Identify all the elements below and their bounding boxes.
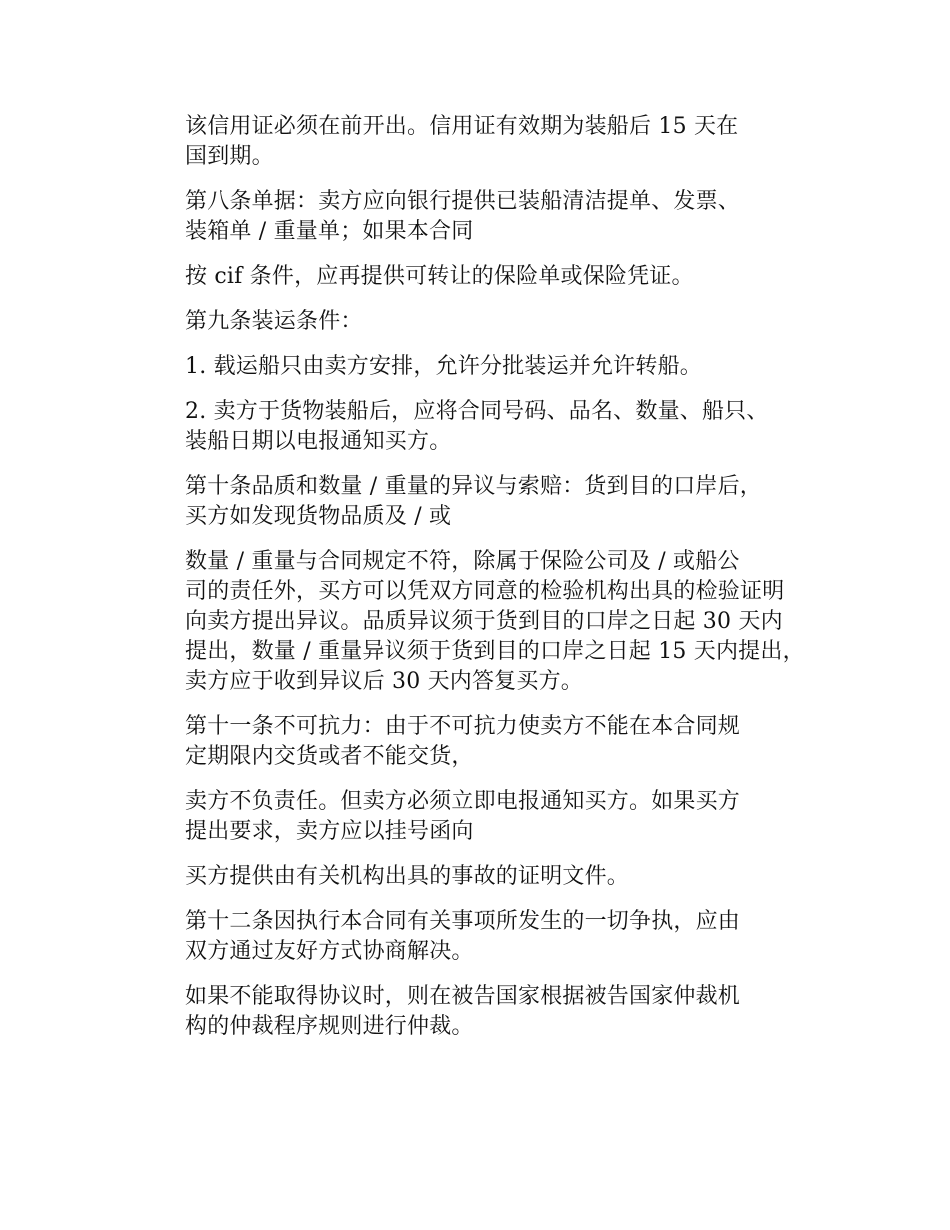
paragraph-article-10-claims <box>141 472 821 532</box>
paragraph-article-9-heading <box>141 307 821 337</box>
text-line: 国到期。 <box>185 144 274 169</box>
text-line: 1. 载运船只由卖方安排，允许分批装运并允许转船。 <box>185 354 702 379</box>
paragraph-article-11-force-majeure <box>141 712 821 772</box>
text-line: 买方提供由有关机构出具的事故的证明文件。 <box>185 864 630 889</box>
paragraph-arbitration <box>141 982 821 1042</box>
paragraph-shipment-item-1 <box>141 352 821 382</box>
paragraph-article-12-disputes <box>141 907 821 967</box>
text-line: 第十一条不可抗力：由于不可抗力使卖方不能在本合同规 <box>185 714 741 739</box>
text-line: 第八条单据：卖方应向银行提供已装船清洁提单、发票、 <box>185 189 741 214</box>
paragraph-force-majeure-notice <box>141 787 821 847</box>
text-line: 第九条装运条件： <box>185 309 363 334</box>
paragraph-lc-validity <box>141 112 821 172</box>
text-line: 第十二条因执行本合同有关事项所发生的一切争执，应由 <box>185 909 741 934</box>
text-line: 装船日期以电报通知买方。 <box>185 429 452 454</box>
paragraph-cif-insurance <box>141 262 821 292</box>
text-line: 提出要求，卖方应以挂号函向 <box>185 819 474 844</box>
text-line: 定期限内交货或者不能交货， <box>185 744 474 769</box>
text-line: 卖方应于收到异议后 30 天内答复买方。 <box>185 669 583 694</box>
text-line: 装箱单 / 重量单；如果本合同 <box>185 219 474 244</box>
text-line: 双方通过友好方式协商解决。 <box>185 939 474 964</box>
paragraph-force-majeure-proof <box>141 862 821 892</box>
paragraph-article-8-documents <box>141 187 821 247</box>
text-line: 数量 / 重量与合同规定不符，除属于保险公司及 / 或船公 <box>185 549 740 574</box>
text-line: 买方如发现货物品质及 / 或 <box>185 504 452 529</box>
text-line: 该信用证必须在前开出。信用证有效期为装船后 15 天在 <box>185 114 739 139</box>
text-line: 2. 卖方于货物装船后，应将合同号码、品名、数量、船只、 <box>185 399 769 424</box>
text-line: 向卖方提出异议。品质异议须于货到目的口岸之日起 30 天内 <box>185 609 783 634</box>
text-line: 卖方不负责任。但卖方必须立即电报通知买方。如果买方 <box>185 789 741 814</box>
text-line: 司的责任外，买方可以凭双方同意的检验机构出具的检验证明 <box>185 579 785 604</box>
text-line: 如果不能取得协议时，则在被告国家根据被告国家仲裁机 <box>185 984 741 1009</box>
text-line: 按 cif 条件，应再提供可转让的保险单或保险凭证。 <box>185 264 694 289</box>
text-line: 构的仲裁程序规则进行仲裁。 <box>185 1014 474 1039</box>
text-line: 提出，数量 / 重量异议须于货到目的口岸之日起 15 天内提出， <box>185 639 805 664</box>
text-line: 第十条品质和数量 / 重量的异议与索赔：货到目的口岸后， <box>185 474 763 499</box>
paragraph-shipment-item-2 <box>141 397 821 457</box>
document-body <box>141 112 821 1057</box>
paragraph-claims-details <box>141 547 821 697</box>
